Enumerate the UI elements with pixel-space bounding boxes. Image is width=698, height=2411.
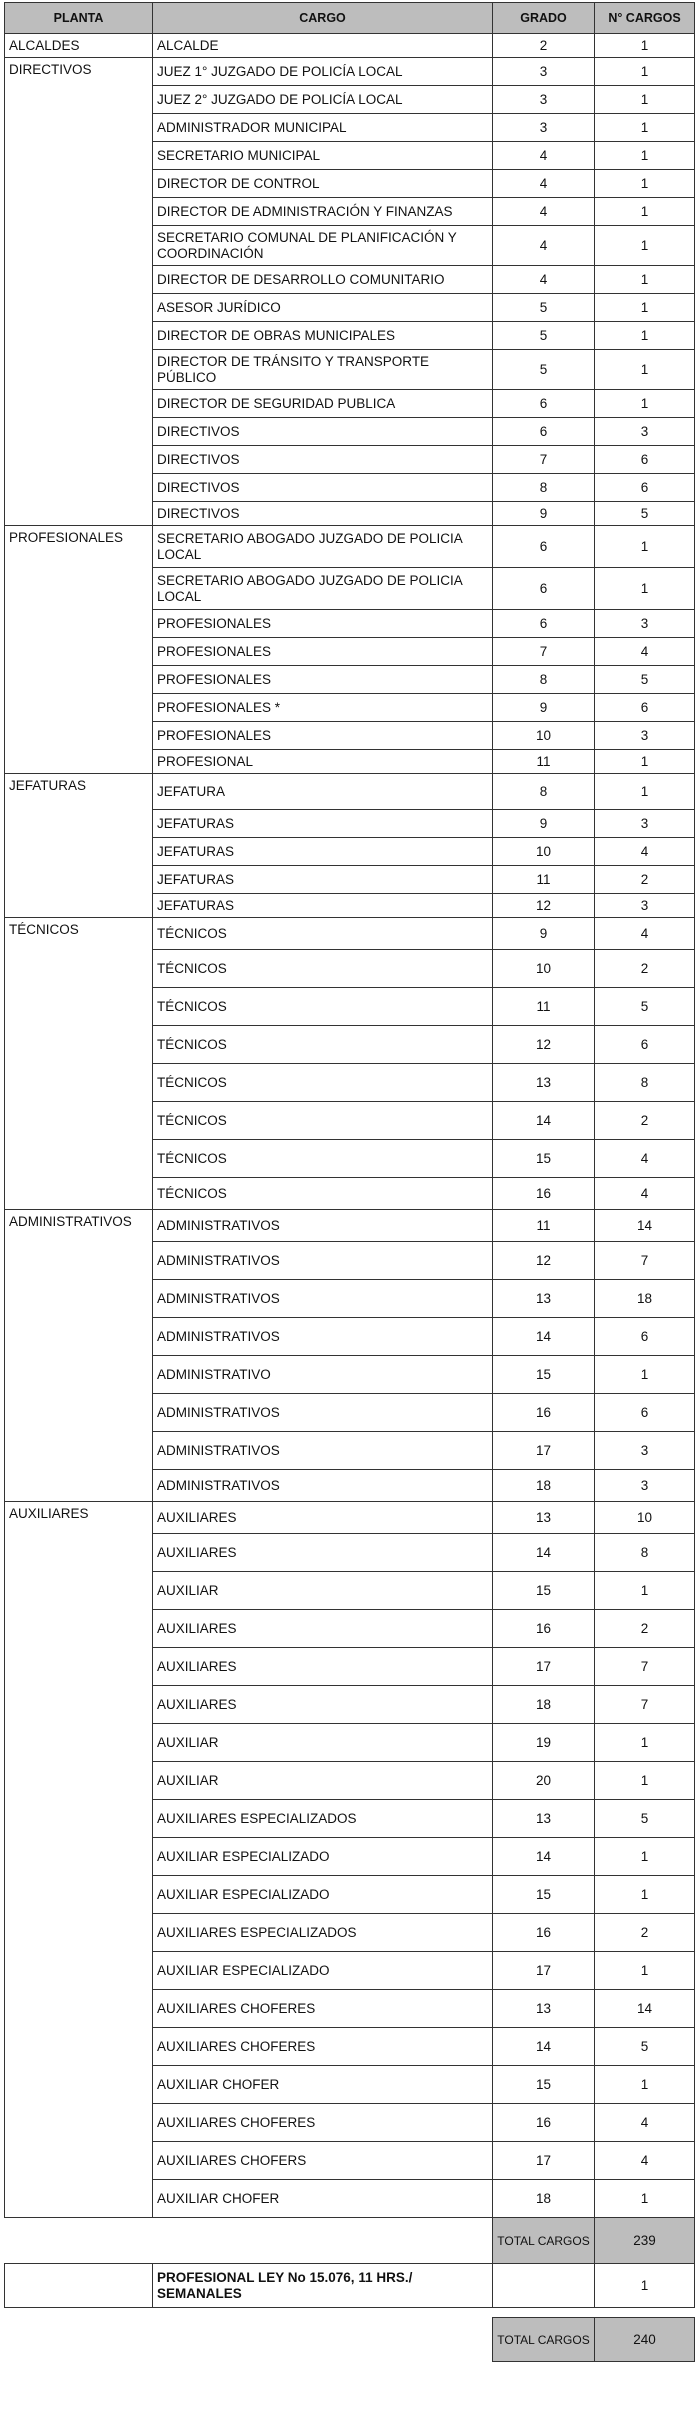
cargo-cell: ADMINISTRADOR MUNICIPAL — [153, 114, 493, 142]
grado-cell: 5 — [493, 322, 595, 350]
n-cargos-cell: 4 — [595, 838, 695, 866]
n-cargos-cell: 4 — [595, 2104, 695, 2142]
n-cargos-cell: 1 — [595, 58, 695, 86]
grado-cell: 6 — [493, 526, 595, 568]
document — [4, 2, 694, 2362]
grado-cell: 18 — [493, 2180, 595, 2218]
ley-cargo: PROFESIONAL LEY No 15.076, 11 HRS./ SEMANALES — [153, 2264, 493, 2308]
total-row-1 — [5, 2218, 695, 2264]
n-cargos-cell: 1 — [595, 226, 695, 266]
total-label-1: TOTAL CARGOS — [493, 2218, 595, 2264]
total-value-1: 239 — [595, 2218, 695, 2264]
n-cargos-cell: 18 — [595, 1280, 695, 1318]
cargo-cell: AUXILIARES — [153, 1502, 493, 1534]
n-cargos-cell: 14 — [595, 1210, 695, 1242]
n-cargos-cell: 7 — [595, 1648, 695, 1686]
n-cargos-cell: 7 — [595, 1686, 695, 1724]
table-row — [5, 774, 695, 810]
grado-cell: 18 — [493, 1470, 595, 1502]
grado-cell: 14 — [493, 1318, 595, 1356]
grado-cell: 16 — [493, 2104, 595, 2142]
n-cargos-cell: 4 — [595, 2142, 695, 2180]
n-cargos-cell: 2 — [595, 866, 695, 894]
grado-cell: 9 — [493, 502, 595, 526]
n-cargos-cell: 3 — [595, 894, 695, 918]
n-cargos-cell: 5 — [595, 1800, 695, 1838]
grado-cell: 17 — [493, 1952, 595, 1990]
grado-cell: 6 — [493, 418, 595, 446]
grado-cell: 8 — [493, 474, 595, 502]
grado-cell: 12 — [493, 1026, 595, 1064]
grado-cell: 17 — [493, 2142, 595, 2180]
n-cargos-cell: 1 — [595, 1952, 695, 1990]
spacer-row — [5, 2308, 695, 2318]
footer-body — [5, 2218, 695, 2362]
cargo-cell: JUEZ 2° JUZGADO DE POLICÍA LOCAL — [153, 86, 493, 114]
cargo-cell: AUXILIARES — [153, 1610, 493, 1648]
grado-cell: 3 — [493, 58, 595, 86]
n-cargos-cell: 1 — [595, 568, 695, 610]
n-cargos-cell: 3 — [595, 610, 695, 638]
table-row — [5, 1210, 695, 1242]
n-cargos-cell: 5 — [595, 2028, 695, 2066]
cargo-cell: PROFESIONALES — [153, 722, 493, 750]
cargo-cell: AUXILIARES CHOFERES — [153, 2028, 493, 2066]
n-cargos-cell: 5 — [595, 988, 695, 1026]
n-cargos-cell: 4 — [595, 1140, 695, 1178]
cargo-cell: ADMINISTRATIVOS — [153, 1432, 493, 1470]
cargo-cell: DIRECTOR DE OBRAS MUNICIPALES — [153, 322, 493, 350]
n-cargos-cell: 1 — [595, 774, 695, 810]
grado-cell: 13 — [493, 1800, 595, 1838]
grado-cell: 9 — [493, 810, 595, 838]
n-cargos-cell: 4 — [595, 918, 695, 950]
cargo-cell: JEFATURA — [153, 774, 493, 810]
ley-n-cargos: 1 — [595, 2264, 695, 2308]
grado-cell: 15 — [493, 1572, 595, 1610]
grado-cell: 17 — [493, 1432, 595, 1470]
cargo-cell: AUXILIARES CHOFERES — [153, 1990, 493, 2028]
n-cargos-cell: 7 — [595, 1242, 695, 1280]
n-cargos-cell: 8 — [595, 1064, 695, 1102]
total-value-2: 240 — [595, 2318, 695, 2362]
ley-row — [5, 2264, 695, 2308]
cargo-cell: AUXILIARES CHOFERES — [153, 2104, 493, 2142]
grado-cell: 8 — [493, 774, 595, 810]
n-cargos-cell: 10 — [595, 1502, 695, 1534]
n-cargos-cell: 3 — [595, 722, 695, 750]
cargo-cell: AUXILIAR CHOFER — [153, 2066, 493, 2104]
n-cargos-cell: 1 — [595, 526, 695, 568]
n-cargos-cell: 1 — [595, 294, 695, 322]
n-cargos-cell: 4 — [595, 638, 695, 666]
grado-cell: 14 — [493, 1534, 595, 1572]
n-cargos-cell: 1 — [595, 390, 695, 418]
cargo-cell: DIRECTOR DE SEGURIDAD PUBLICA — [153, 390, 493, 418]
cargo-cell: AUXILIAR — [153, 1762, 493, 1800]
cargo-cell: ADMINISTRATIVOS — [153, 1470, 493, 1502]
grado-cell: 9 — [493, 694, 595, 722]
grado-cell: 15 — [493, 1140, 595, 1178]
grado-cell: 15 — [493, 1356, 595, 1394]
table-row — [5, 918, 695, 950]
n-cargos-cell: 2 — [595, 1610, 695, 1648]
n-cargos-cell: 3 — [595, 810, 695, 838]
cargo-cell: PROFESIONALES — [153, 638, 493, 666]
grado-cell: 19 — [493, 1724, 595, 1762]
grado-cell: 7 — [493, 446, 595, 474]
cargo-cell: AUXILIAR ESPECIALIZADO — [153, 1838, 493, 1876]
grado-cell: 11 — [493, 1210, 595, 1242]
cargo-cell: PROFESIONAL — [153, 750, 493, 774]
blank-cell — [5, 2318, 493, 2362]
grado-cell: 13 — [493, 1064, 595, 1102]
n-cargos-cell: 1 — [595, 350, 695, 390]
grado-cell: 12 — [493, 1242, 595, 1280]
cargo-cell: PROFESIONALES — [153, 610, 493, 638]
total-label-2: TOTAL CARGOS — [493, 2318, 595, 2362]
cargo-cell: AUXILIAR ESPECIALIZADO — [153, 1952, 493, 1990]
cargo-cell: SECRETARIO COMUNAL DE PLANIFICACIÓN Y COORDINACIÓN — [153, 226, 493, 266]
header-n-cargos: N° CARGOS — [595, 3, 695, 34]
grado-cell: 5 — [493, 350, 595, 390]
cargo-cell: AUXILIARES CHOFERS — [153, 2142, 493, 2180]
cargo-cell: PROFESIONALES — [153, 666, 493, 694]
cargo-cell: TÉCNICOS — [153, 988, 493, 1026]
n-cargos-cell: 1 — [595, 34, 695, 58]
grado-cell: 10 — [493, 722, 595, 750]
grado-cell: 14 — [493, 2028, 595, 2066]
cargo-cell: DIRECTOR DE DESARROLLO COMUNITARIO — [153, 266, 493, 294]
cargo-cell: PROFESIONALES * — [153, 694, 493, 722]
grado-cell: 15 — [493, 2066, 595, 2104]
n-cargos-cell: 1 — [595, 198, 695, 226]
grado-cell: 12 — [493, 894, 595, 918]
grado-cell: 6 — [493, 610, 595, 638]
header-row — [5, 3, 695, 34]
header-grado: GRADO — [493, 3, 595, 34]
planta-cell: PROFESIONALES — [5, 526, 153, 774]
n-cargos-cell: 4 — [595, 1178, 695, 1210]
cargo-cell: DIRECTIVOS — [153, 446, 493, 474]
n-cargos-cell: 6 — [595, 474, 695, 502]
cargo-cell: TÉCNICOS — [153, 1178, 493, 1210]
cargo-cell: JEFATURAS — [153, 838, 493, 866]
cargo-cell: SECRETARIO ABOGADO JUZGADO DE POLICIA LOCAL — [153, 568, 493, 610]
n-cargos-cell: 2 — [595, 1914, 695, 1952]
header-cargo: CARGO — [153, 3, 493, 34]
grado-cell: 16 — [493, 1178, 595, 1210]
n-cargos-cell: 1 — [595, 142, 695, 170]
grado-cell: 4 — [493, 170, 595, 198]
n-cargos-cell: 1 — [595, 86, 695, 114]
n-cargos-cell: 6 — [595, 1394, 695, 1432]
grado-cell: 3 — [493, 86, 595, 114]
n-cargos-cell: 5 — [595, 666, 695, 694]
grado-cell: 5 — [493, 294, 595, 322]
grado-cell: 11 — [493, 988, 595, 1026]
cargo-cell: AUXILIAR ESPECIALIZADO — [153, 1876, 493, 1914]
cargo-cell: TÉCNICOS — [153, 1102, 493, 1140]
table-row — [5, 526, 695, 568]
cargo-cell: ADMINISTRATIVO — [153, 1356, 493, 1394]
table-row — [5, 1502, 695, 1534]
n-cargos-cell: 1 — [595, 1356, 695, 1394]
grado-cell: 16 — [493, 1394, 595, 1432]
cargo-cell: AUXILIAR — [153, 1572, 493, 1610]
cargo-cell: DIRECTIVOS — [153, 502, 493, 526]
grado-cell: 17 — [493, 1648, 595, 1686]
n-cargos-cell: 1 — [595, 1762, 695, 1800]
grado-cell: 8 — [493, 666, 595, 694]
cargo-cell: AUXILIARES ESPECIALIZADOS — [153, 1800, 493, 1838]
cargo-cell: JEFATURAS — [153, 894, 493, 918]
n-cargos-cell: 6 — [595, 1318, 695, 1356]
total-row-2 — [5, 2318, 695, 2362]
n-cargos-cell: 5 — [595, 502, 695, 526]
n-cargos-cell: 1 — [595, 750, 695, 774]
grado-cell: 16 — [493, 1914, 595, 1952]
grado-cell: 10 — [493, 838, 595, 866]
grado-cell: 11 — [493, 866, 595, 894]
planta-cell: AUXILIARES — [5, 1502, 153, 2218]
cargo-cell: ADMINISTRATIVOS — [153, 1280, 493, 1318]
grado-cell: 4 — [493, 226, 595, 266]
cargo-cell: AUXILIAR — [153, 1724, 493, 1762]
grado-cell: 4 — [493, 142, 595, 170]
cargo-cell: TÉCNICOS — [153, 1140, 493, 1178]
n-cargos-cell: 1 — [595, 1572, 695, 1610]
planta-cell: ALCALDES — [5, 34, 153, 58]
n-cargos-cell: 3 — [595, 418, 695, 446]
n-cargos-cell: 8 — [595, 1534, 695, 1572]
ley-planta — [5, 2264, 153, 2308]
n-cargos-cell: 1 — [595, 1724, 695, 1762]
n-cargos-cell: 3 — [595, 1470, 695, 1502]
cargo-cell: JUEZ 1° JUZGADO DE POLICÍA LOCAL — [153, 58, 493, 86]
n-cargos-cell: 2 — [595, 950, 695, 988]
cargo-cell: TÉCNICOS — [153, 918, 493, 950]
grado-cell: 2 — [493, 34, 595, 58]
n-cargos-cell: 1 — [595, 114, 695, 142]
table-row — [5, 58, 695, 86]
cargo-cell: TÉCNICOS — [153, 1064, 493, 1102]
cargo-cell: AUXILIAR CHOFER — [153, 2180, 493, 2218]
n-cargos-cell: 6 — [595, 694, 695, 722]
cargo-cell: TÉCNICOS — [153, 1026, 493, 1064]
cargo-cell: DIRECTOR DE TRÁNSITO Y TRANSPORTE PÚBLICO — [153, 350, 493, 390]
cargo-cell: SECRETARIO ABOGADO JUZGADO DE POLICIA LOCAL — [153, 526, 493, 568]
table-body — [5, 34, 695, 2218]
n-cargos-cell: 6 — [595, 446, 695, 474]
cargo-cell: DIRECTOR DE ADMINISTRACIÓN Y FINANZAS — [153, 198, 493, 226]
n-cargos-cell: 1 — [595, 2180, 695, 2218]
grado-cell: 13 — [493, 1990, 595, 2028]
header-planta: PLANTA — [5, 3, 153, 34]
n-cargos-cell: 1 — [595, 170, 695, 198]
grado-cell: 13 — [493, 1280, 595, 1318]
n-cargos-cell: 1 — [595, 1876, 695, 1914]
grado-cell: 4 — [493, 266, 595, 294]
n-cargos-cell: 2 — [595, 1102, 695, 1140]
n-cargos-cell: 3 — [595, 1432, 695, 1470]
n-cargos-cell: 14 — [595, 1990, 695, 2028]
grado-cell: 11 — [493, 750, 595, 774]
grado-cell: 14 — [493, 1102, 595, 1140]
ley-grado — [493, 2264, 595, 2308]
grado-cell: 9 — [493, 918, 595, 950]
cargo-cell: SECRETARIO MUNICIPAL — [153, 142, 493, 170]
grado-cell: 13 — [493, 1502, 595, 1534]
planta-cell: ADMINISTRATIVOS — [5, 1210, 153, 1502]
blank-cell — [5, 2218, 493, 2264]
grado-cell: 15 — [493, 1876, 595, 1914]
cargos-table — [4, 2, 695, 2362]
grado-cell: 14 — [493, 1838, 595, 1876]
cargo-cell: AUXILIARES — [153, 1534, 493, 1572]
cargo-cell: DIRECTIVOS — [153, 474, 493, 502]
planta-cell: JEFATURAS — [5, 774, 153, 918]
planta-cell: DIRECTIVOS — [5, 58, 153, 526]
grado-cell: 16 — [493, 1610, 595, 1648]
grado-cell: 20 — [493, 1762, 595, 1800]
cargo-cell: ASESOR JURÍDICO — [153, 294, 493, 322]
cargo-cell: JEFATURAS — [153, 866, 493, 894]
grado-cell: 10 — [493, 950, 595, 988]
n-cargos-cell: 6 — [595, 1026, 695, 1064]
grado-cell: 7 — [493, 638, 595, 666]
grado-cell: 18 — [493, 1686, 595, 1724]
cargo-cell: ADMINISTRATIVOS — [153, 1318, 493, 1356]
cargo-cell: JEFATURAS — [153, 810, 493, 838]
n-cargos-cell: 1 — [595, 266, 695, 294]
table-row — [5, 34, 695, 58]
grado-cell: 3 — [493, 114, 595, 142]
cargo-cell: ADMINISTRATIVOS — [153, 1242, 493, 1280]
cargo-cell: ADMINISTRATIVOS — [153, 1394, 493, 1432]
n-cargos-cell: 1 — [595, 2066, 695, 2104]
cargo-cell: ALCALDE — [153, 34, 493, 58]
cargo-cell: AUXILIARES — [153, 1686, 493, 1724]
cargo-cell: TÉCNICOS — [153, 950, 493, 988]
n-cargos-cell: 1 — [595, 322, 695, 350]
cargo-cell: AUXILIARES — [153, 1648, 493, 1686]
cargo-cell: DIRECTOR DE CONTROL — [153, 170, 493, 198]
n-cargos-cell: 1 — [595, 1838, 695, 1876]
grado-cell: 4 — [493, 198, 595, 226]
grado-cell: 6 — [493, 390, 595, 418]
cargo-cell: DIRECTIVOS — [153, 418, 493, 446]
cargo-cell: AUXILIARES ESPECIALIZADOS — [153, 1914, 493, 1952]
cargo-cell: ADMINISTRATIVOS — [153, 1210, 493, 1242]
grado-cell: 6 — [493, 568, 595, 610]
planta-cell: TÉCNICOS — [5, 918, 153, 1210]
